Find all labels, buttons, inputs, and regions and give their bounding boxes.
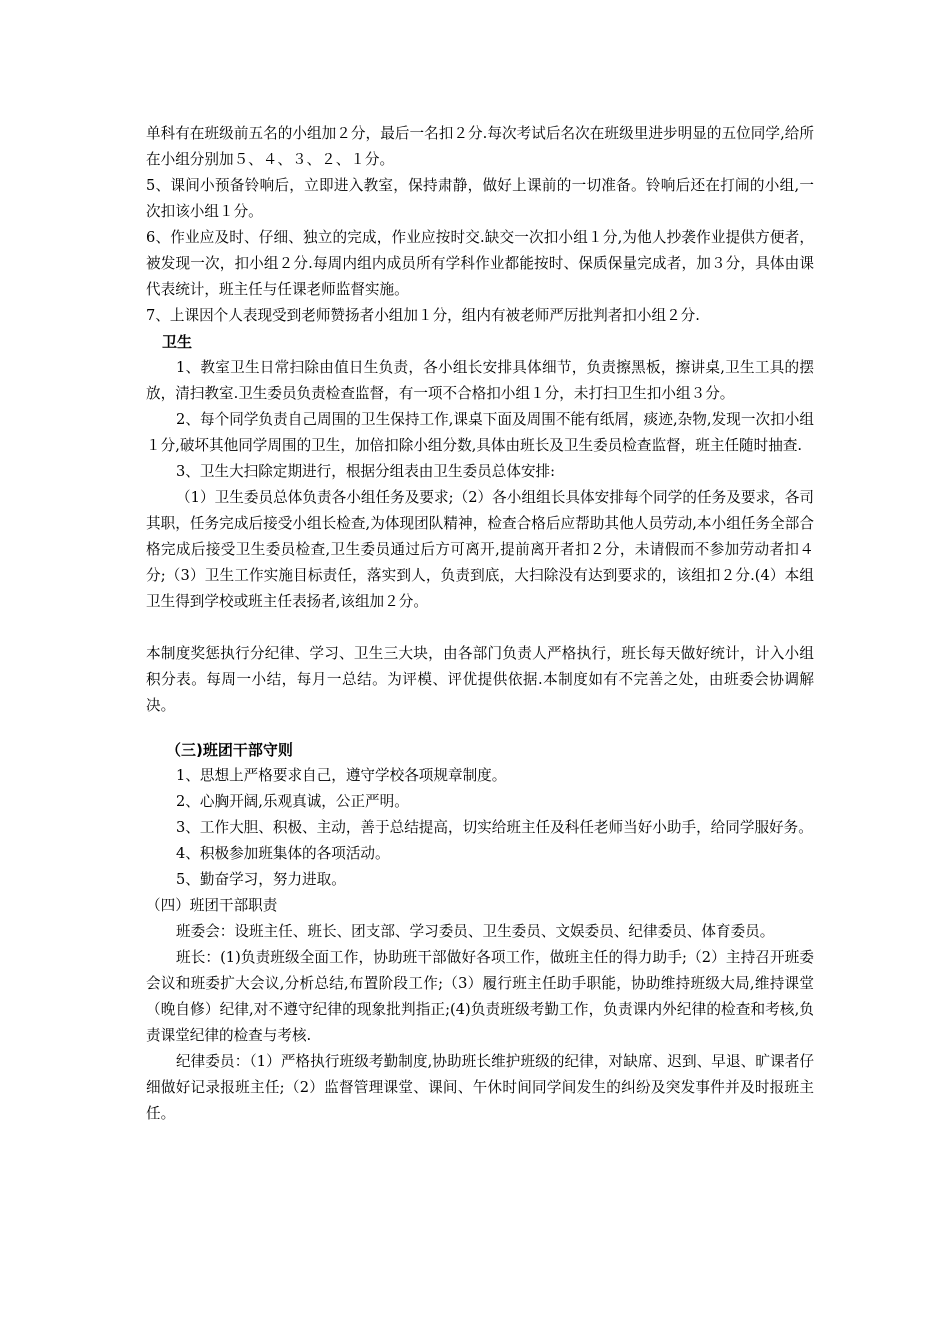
paragraph-study-rule-5: 5、课间小预备铃响后，立即进入教室，保持肃静，做好上课前的一切准备。铃响后还在打闹的小组,一次扣该小组１分。	[146, 177, 814, 220]
paragraph-hygiene-rule-3-details: （1）卫生委员总体负责各小组任务及要求;（2）各小组组长具体安排每个同学的任务及要求，各司其职，任务完成后接受小组长检查,为体现团队精神，检查合格后应帮助其他人员劳动,本小组任务全部合格完成后接受卫生委员检查,卫生委员通过后方可离开,提前离开者扣２分，未请假而不参加劳动者扣４分;（3）卫生工作实施目标责任，落实到人，负责到底，大扫除没有达到要求的，该组扣２分.(4）本组卫生得到学校或班主任表扬者,该组加２分。	[146, 489, 814, 610]
paragraph-cadre-code-3: 3、工作大胆、积极、主动，善于总结提高，切实给班主任及科任老师当好小助手，给同学服好务。	[176, 819, 813, 836]
paragraph-class-committee: 班委会：设班主任、班长、团支部、学习委员、卫生委员、文娱委员、纪律委员、体育委员。	[176, 923, 775, 940]
paragraph-cadre-code-5: 5、勤奋学习，努力进取。	[176, 871, 346, 888]
paragraph-hygiene-rule-1: 1、教室卫生日常扫除由值日生负责，各小组长安排具体细节，负责擦黑板，擦讲桌,卫生工具的摆放，清扫教室.卫生委员负责检查监督，有一项不合格扣小组１分，未打扫卫生扣小组３分。	[146, 359, 814, 402]
paragraph-cadre-code-2: 2、心胸开阔,乐观真诚，公正严明。	[176, 793, 409, 810]
paragraph-monitor-duties: 班长：(1)负责班级全面工作，协助班干部做好各项工作，做班主任的得力助手;（2）主持召开班委会议和班委扩大会议,分析总结,布置阶段工作;（3）履行班主任助手职能，协助维持班级大局,维持课堂（晚自修）纪律,对不遵守纪律的现象批判指正;(4)负责班级考勤工作，负责课内外纪律的检查和考核,负责课堂纪律的检查与考核.	[146, 949, 814, 1044]
paragraph-study-rule-4-cont: 单科有在班级前五名的小组加２分，最后一名扣２分.每次考试后名次在班级里进步明显的五位同学,给所在小组分别加５、４、３、２、１分。	[146, 125, 814, 168]
paragraph-system-summary: 本制度奖惩执行分纪律、学习、卫生三大块，由各部门负责人严格执行，班长每天做好统计，计入小组积分表。每周一小结，每月一总结。为评模、评优提供依据.本制度如有不完善之处，由班委会协调解决。	[146, 645, 814, 714]
document-body	[146, 121, 814, 1127]
paragraph-cadre-code-1: 1、思想上严格要求自己，遵守学校各项规章制度。	[176, 767, 507, 784]
blank-line	[146, 719, 814, 737]
section-heading-hygiene: 卫生	[162, 333, 193, 351]
section-heading-cadre-code: （三)班团干部守则	[166, 741, 293, 759]
paragraph-study-rule-6: 6、作业应及时、仔细、独立的完成，作业应按时交.缺交一次扣小组１分,为他人抄袭作业提供方便者，被发现一次，扣小组２分.每周内组内成员所有学科作业都能按时、保质保量完成者，加３分，具体由课代表统计，班主任与任课老师监督实施。	[146, 229, 814, 298]
paragraph-hygiene-rule-3: 3、卫生大扫除定期进行，根据分组表由卫生委员总体安排:	[176, 463, 556, 480]
blank-line	[146, 615, 814, 641]
paragraph-study-rule-7: 7、上课因个人表现受到老师赞扬者小组加１分，组内有被老师严厉批判者扣小组２分.	[146, 307, 700, 324]
paragraph-cadre-code-4: 4、积极参加班集体的各项活动。	[176, 845, 390, 862]
paragraph-discipline-duties: 纪律委员：（1）严格执行班级考勤制度,协助班长维护班级的纪律，对缺席、迟到、早退、旷课者仔细做好记录报班主任;（2）监督管理课堂、课间、午休时间同学间发生的纠纷及突发事件并及时报班主任。	[146, 1053, 814, 1122]
section-heading-cadre-duties: （四）班团干部职责	[146, 897, 278, 914]
paragraph-hygiene-rule-2: 2、每个同学负责自己周围的卫生保持工作,课桌下面及周围不能有纸屑，痰迹,杂物,发现一次扣小组１分,破坏其他同学周围的卫生，加倍扣除小组分数,具体由班长及卫生委员检查监督，班主任随时抽查.	[146, 411, 814, 454]
